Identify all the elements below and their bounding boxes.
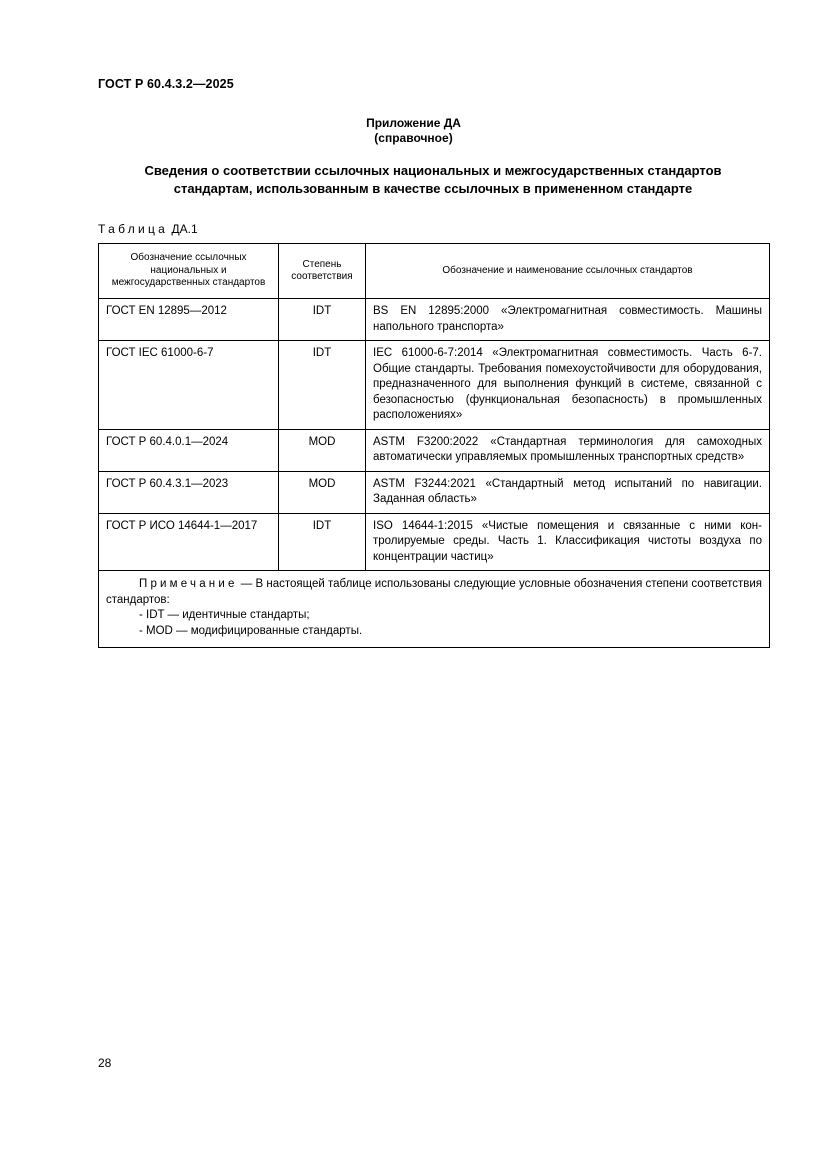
page-number: 28 (98, 1056, 112, 1070)
note-intro (106, 577, 762, 608)
header-designation: Обозначение ссылочных национальных и межгосударственных стандартов (99, 244, 279, 299)
cell-degree: IDT (279, 341, 366, 430)
appendix-title: Приложение ДА (366, 116, 461, 130)
note-item-idt: - IDT — идентичные стандарты; (139, 609, 310, 621)
heading-line-1: Сведения о соответствии ссылочных национальных и межгосударственных стандартов (144, 163, 722, 178)
table-row (99, 471, 770, 513)
note-text: — В настоящей таблице использованы следующие условные обозначения степени соответствия стандартов: (106, 578, 762, 606)
table-note (99, 571, 770, 648)
appendix-title-block (0, 116, 827, 146)
reference-standards-table (98, 243, 770, 648)
table-row (99, 341, 770, 430)
cell-reference: ASTM F3244:2021 «Стандартный метод испытаний по навигации. Заданная область» (366, 471, 770, 513)
cell-designation: ГОСТ IEC 61000-6-7 (99, 341, 279, 430)
cell-designation: ГОСТ Р 60.4.0.1—2024 (99, 429, 279, 471)
header-reference: Обозначение и наименование ссылочных стандартов (366, 244, 770, 299)
cell-designation: ГОСТ Р ИСО 14644-1—2017 (99, 513, 279, 571)
table-row (99, 513, 770, 571)
cell-reference: IEC 61000-6-7:2014 «Электромагнитная совместимость. Часть 6-7. Общие стандарты. Требования помехоустойчивости для оборудования, предназначенного для выполнения функций в системе, связанной с безопасностью (функциональная безопасность) в промышленных расположениях» (366, 341, 770, 430)
cell-designation: ГОСТ Р 60.4.3.1—2023 (99, 471, 279, 513)
table-header-row (99, 244, 770, 299)
cell-reference: ASTM F3200:2022 «Стандартная терминология для самоходных автоматически управляемых промышленных транспортных средств» (366, 429, 770, 471)
appendix-type: (справочное) (374, 131, 453, 145)
cell-degree: MOD (279, 471, 366, 513)
heading-line-2: стандартам, использованным в качестве ссылочных в примененном стандарте (173, 181, 693, 196)
table-caption-word: Таблица (98, 222, 169, 236)
cell-degree: MOD (279, 429, 366, 471)
note-label: Примечание (139, 578, 238, 590)
document-code: ГОСТ Р 60.4.3.2—2025 (98, 77, 234, 91)
table-caption (98, 222, 198, 236)
cell-reference: BS EN 12895:2000 «Электромагнитная совместимость. Машины напольного транспорта» (366, 299, 770, 341)
table-caption-number: ДА.1 (171, 222, 198, 236)
table-row (99, 429, 770, 471)
cell-designation: ГОСТ EN 12895—2012 (99, 299, 279, 341)
cell-degree: IDT (279, 513, 366, 571)
table-note-row (99, 571, 770, 648)
header-degree: Степень соответствия (279, 244, 366, 299)
cell-reference: ISO 14644-1:2015 «Чистые помещения и связанные с ними контролируемые среды. Часть 1. Классификация чистоты воздуха по концентрации частиц» (366, 513, 770, 571)
cell-degree: IDT (279, 299, 366, 341)
table-row (99, 299, 770, 341)
section-heading (98, 162, 768, 198)
note-item-mod: - MOD — модифицированные стандарты. (139, 624, 363, 637)
